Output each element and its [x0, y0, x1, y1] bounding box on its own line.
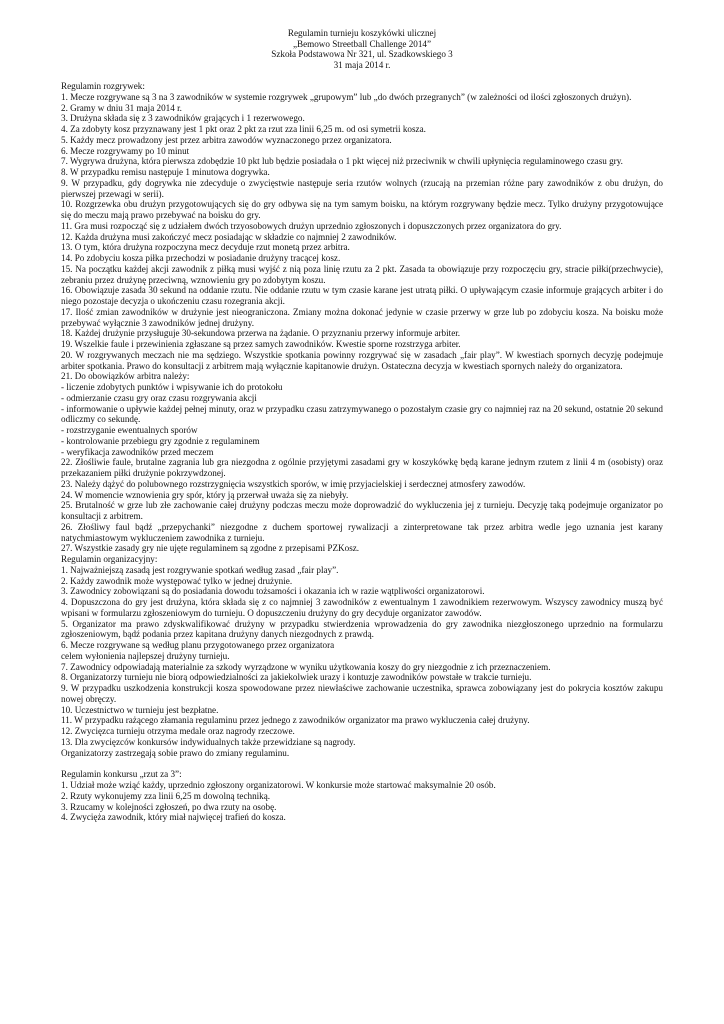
contest-item: 3. Rzucamy w kolejności zgłoszeń, po dwa rzuty na osobę. [61, 801, 277, 812]
contest-item: 1. Udział może wziąć każdy, uprzednio zgłoszony organizatorowi. W konkursie może startować maksymalnie 20 osób. [61, 780, 496, 790]
header-line-title: Regulamin turnieju koszykówki ulicznej [287, 28, 437, 38]
rule-item: 1. Mecze rozgrywane są 3 na 3 zawodników w systemie rozgrywek „grupowym” lub „do dwóch przegranych” (w zależności od ilości zgłoszonych drużyn). [61, 91, 632, 102]
rule-item: 26. Złośliwy faul bądź „przepychanki” niezgodne z duchem sportowej rywalizacji a zinterpretowane tak przez arbitra wedle jego uznania jest karany natychmiastowym wykluczeniem zawodnika z turnieju. [61, 521, 663, 543]
rule-item: 5. Każdy mecz prowadzony jest przez arbitra zawodów wyznaczonego przez organizatora. [61, 134, 392, 145]
rule-item: 9. W przypadku, gdy dogrywka nie zdecyduje o zwycięstwie następuje seria rzutów wolnych (rzucają na przemian różne pary zawodników z obu drużyn, do pierwszej przewagi w serii). [61, 177, 663, 199]
org-item: 7. Zawodnicy odpowiadają materialnie za szkody wyrządzone w wyniku użytkowania koszy do gry niezgodnie z ich przeznaczeniem. [61, 661, 551, 672]
org-item: 12. Zwycięzca turnieju otrzyma medale oraz nagrody rzeczowe. [61, 726, 295, 736]
rule-item: 10. Rozgrzewka obu drużyn przygotowujących się do gry odbywa się na tym samym boisku, na którym rozgrywany będzie mecz. Tylko drużyny przygotowujące się do meczu mają prawo przebywać na boisku do gry. [61, 199, 663, 220]
arbiter-duty-item: - informowanie o upływie każdej pełnej minuty, oraz w przypadku czasu zatrzymywanego o pozostałym czasie gry co najmniej raz na 20 sekund, ostatnie 20 sekund odliczmy co sekundę. [61, 403, 663, 425]
rule-item: 23. Należy dążyć do polubownego rozstrzygnięcia wszystkich sporów, w imię przyjacielskiej i serdecznej atmosfery zawodów. [61, 478, 526, 489]
org-item: 6. Mecze rozgrywane są według planu przygotowanego przez organizatora [61, 640, 335, 650]
org-item: 9. W przypadku uszkodzenia konstrukcji kosza spowodowane przez niewłaściwe zachowanie uczestnika, sprawca zobowiązany jest do pokrycia kosztów zakupu nowej obręczy. [61, 683, 663, 704]
arbiter-duty-item: - liczenie zdobytych punktów i wpisywanie ich do protokołu [61, 382, 283, 392]
rule-item: 25. Brutalność w grze lub złe zachowanie całej drużyny podczas meczu może doprowadzić do wykluczenia jej z turnieju. Decyzję taką podejmuje organizator po konsultacji z arbitrem. [61, 500, 663, 521]
org-item: 1. Najważniejszą zasadą jest rozgrywanie spotkań według zasad „fair play”. [61, 564, 339, 575]
rule-item: 14. Po zdobyciu kosza piłka przechodzi w posiadanie drużyny tracącej kosz. [61, 253, 341, 263]
section-contest [61, 769, 663, 823]
rule-item: 8. W przypadku remisu następuje 1 minutowa dogrywka. [61, 167, 270, 177]
rule-item: 24. W momencie wznowienia gry spór, który ją przerwał uważa się za niebyły. [61, 489, 349, 500]
rule-item: 12. Każda drużyna musi zakończyć mecz posiadając w składzie co najmniej 2 zawodników. [61, 231, 397, 242]
contest-item: 4. Zwycięża zawodnik, który miał najwięcej trafień do kosza. [61, 812, 286, 823]
arbiter-duty-item: - rozstrzyganie ewentualnych sporów [61, 425, 198, 435]
rule-item: 4. Za zdobyty kosz przyznawany jest 1 pkt oraz 2 pkt za rzut zza linii 6,25 m. od osi symetrii kosza. [61, 124, 426, 134]
rule-item: 2. Gramy w dniu 31 maja 2014 r. [61, 102, 182, 113]
contest-item: 2. Rzuty wykonujemy zza linii 6,25 m dowolną techniką. [61, 790, 271, 801]
rule-item: 27. Wszystkie zasady gry nie ujęte regulaminem są zgodne z przepisami PZKosz. [61, 543, 360, 554]
rule-item: 16. Obowiązuje zasada 30 sekund na oddanie rzutu. Nie oddanie rzutu w tym czasie karane jest utratą piłki. O upływającym czasie informuje grających arbiter i do niego pozostaje decyzja o ukończeniu czasu rozegrania akcji. [61, 285, 663, 306]
rule-item: 11. Gra musi rozpocząć się z udziałem dwóch trzyosobowych drużyn uprzednio zgłoszonych i dopuszczonych przez organizatora do gry. [61, 220, 562, 231]
org-item: 2. Każdy zawodnik może występować tylko w jednej drużynie. [61, 575, 293, 586]
header-line-date: 31 maja 2014 r. [333, 59, 391, 70]
section-title-organizational: Regulamin organizacyjny: [61, 554, 158, 564]
org-item: 5. Organizator ma prawo zdyskwalifikować drużyny w przypadku stwierdzenia wprowadzenia do gry zawodnika niezgłoszonego uprzednio na formularzu zgłoszeniowym, bądź podania przez kapitana drużyny danych niezgodnych z prawdą. [61, 618, 663, 640]
rule-item: 21. Do obowiązków arbitra należy: [61, 371, 190, 382]
header-line-event: „Bemowo Streetball Challenge 2014” [292, 38, 432, 49]
org-item: 11. W przypadku rażącego złamania regulaminu przez jednego z zawodników organizator ma prawo wykluczenia całej drużyny. [61, 715, 530, 726]
header-line-school: Szkoła Podstawowa Nr 321, ul. Szadkowskiego 3 [271, 49, 453, 59]
section-rules [61, 81, 663, 554]
rule-item: 3. Drużyna składa się z 3 zawodników grających i 1 rezerwowego. [61, 113, 305, 124]
rule-item: 20. W rozgrywanych meczach nie ma sędziego. Wszystkie spotkania powinny rozgrywać się w zasadach „fair play”. W kwestiach spornych decyzję podejmuje arbiter spotkania. Prawo do konsultacji z arbitrem mają wyłącznie kapitanowie drużyn. Ostateczna decyzja w kwestiach spornych należy do organizatora. [61, 349, 663, 371]
arbiter-duty-item: - kontrolowanie przebiegu gry zgodnie z regulaminem [61, 435, 260, 446]
org-item: 8. Organizatorzy turnieju nie biorą odpowiedzialności za jakiekolwiek urazy i kontuzje zawodników powstałe w trakcie turnieju. [61, 672, 532, 683]
rule-item: 22. Złośliwie faule, brutalne zagrania lub gra niezgodna z ogólnie przyjętymi zasadami gry w koszykówkę będą karane jednym rzutem z linii 4 m (osobisty) oraz przekazaniem piłki drużynie pokrzywdzonej. [61, 457, 663, 478]
section-title-rules: Regulamin rozgrywek: [61, 81, 145, 91]
org-item: 4. Dopuszczona do gry jest drużyna, która składa się z co najmniej 3 zawodników z ewentualnym 1 zawodnikiem rezerwowym. Wszyscy zawodnicy muszą być wpisani w formularzu zgłoszeniowym do turnieju. O dopuszczeniu drużyny do gry decyduje organizator zawodów. [61, 597, 663, 618]
arbiter-duty-item: - weryfikacja zawodników przed meczem [61, 446, 214, 457]
org-item: 13. Dla zwycięzców konkursów indywidualnych także przewidziane są nagrody. [61, 736, 356, 747]
org-item: 3. Zawodnicy zobowiązani są do posiadania dowodu tożsamości i okazania ich w razie wątpliwości organizatorowi. [61, 586, 485, 597]
section-organizational [61, 554, 663, 758]
section-title-contest: Regulamin konkursu „rzut za 3”: [61, 769, 182, 780]
document-header [61, 28, 663, 70]
org-item: 10. Uczestnictwo w turnieju jest bezpłatne. [61, 704, 219, 715]
rule-item: 18. Każdej drużynie przysługuje 30-sekundowa przerwa na żądanie. O przyznaniu przerwy informuje arbiter. [61, 328, 461, 339]
rule-item: 17. Ilość zmian zawodników w drużynie jest nieograniczona. Zmiany można dokonać jedynie w czasie przerwy w grze lub po zdobyciu kosza. Na boisku może przebywać wyłącznie 3 zawodników jednej drużyny. [61, 306, 663, 328]
section-spacer [61, 758, 663, 769]
arbiter-duty-item: - odmierzanie czasu gry oraz czasu rozgrywania akcji [61, 392, 257, 403]
rule-item: 15. Na początku każdej akcji zawodnik z piłką musi wyjść z nią poza linię rzutu za 2 pkt. Zasada ta obowiązuje przy rozpoczęciu gry, stracie piłki(przechwycie), zebraniu przez drużynę przeciwną, wznowieniu gry po zdobytym koszu. [61, 263, 663, 285]
rule-item: 19. Wszelkie faule i przewinienia zgłaszane są przez samych zawodników. Kwestie sporne rozstrzyga arbiter. [61, 339, 461, 349]
org-closing-note: Organizatorzy zastrzegają sobie prawo do zmiany regulaminu. [61, 747, 290, 758]
rule-item: 7. Wygrywa drużyna, która pierwsza zdobędzie 10 pkt lub będzie posiadała o 1 pkt więcej niż przeciwnik w chwili upłynięcia regulaminowego czasu gry. [61, 156, 623, 167]
rule-item: 6. Mecze rozgrywamy po 10 minut [61, 145, 190, 156]
rule-item: 13. O tym, która drużyna rozpoczyna mecz decyduje rzut monetą przez arbitra. [61, 242, 350, 253]
org-item: celem wyłonienia najlepszej drużyny turnieju. [61, 650, 230, 661]
